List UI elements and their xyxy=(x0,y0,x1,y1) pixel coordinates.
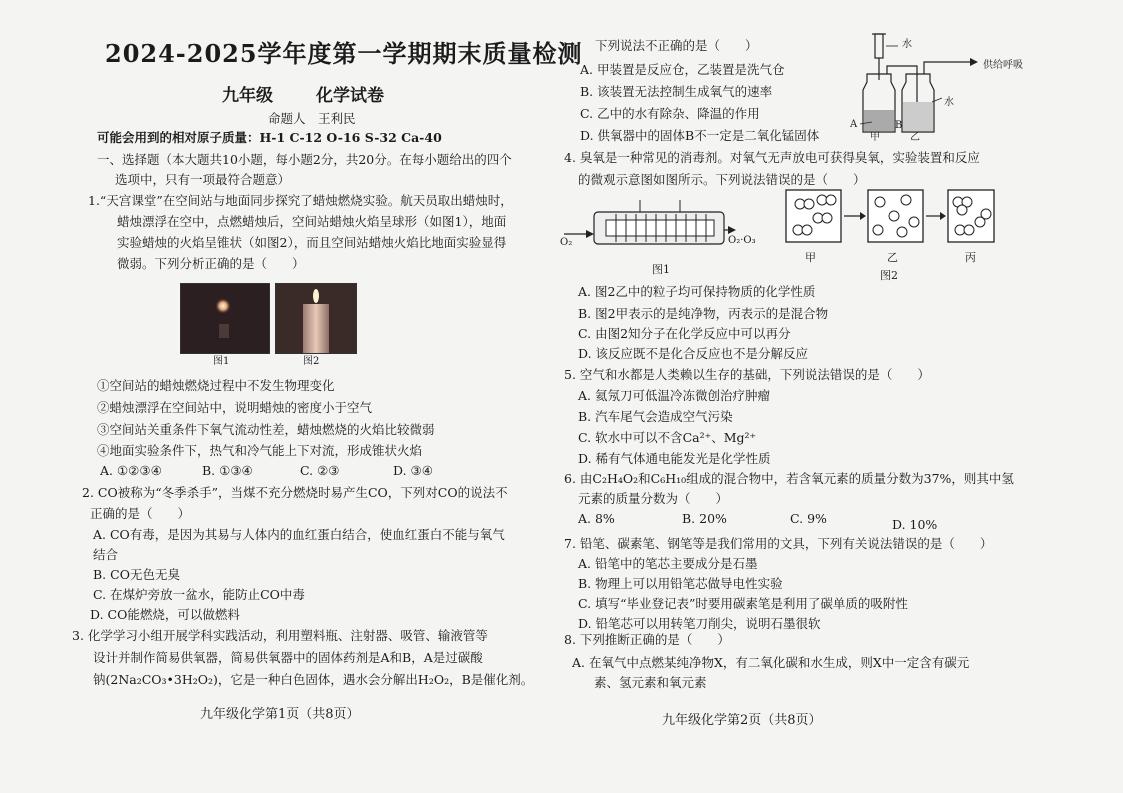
q7-option-b: B. 物理上可以用铅笔芯做导电性实验 xyxy=(578,576,783,591)
q1-line-2: 蜡烛漂浮在空中，点燃蜡烛后，空间站蜡烛火焰呈球形（如图1），地面 xyxy=(117,214,507,229)
ozone-output-label: O₂·O₃ xyxy=(728,235,756,246)
q1-figure-2-photo xyxy=(275,283,357,354)
q3-stem: 下列说法不正确的是（ ） xyxy=(595,38,758,53)
q6-option-b: B. 20% xyxy=(682,511,727,526)
q3-option-c: C. 乙中的水有除杂、降温的作用 xyxy=(580,106,760,121)
q8-option-a-2: 素、氢元素和氧元素 xyxy=(594,675,707,690)
apparatus-label-jia: 甲 xyxy=(870,132,880,143)
q7-stem: 7. 铅笔、碳素笔、钢笔等是我们常用的文具，下列有关说法错误的是（ ） xyxy=(564,536,993,551)
q5-stem: 5. 空气和水都是人类赖以生存的基础，下列说法错误的是（ ） xyxy=(564,367,930,382)
q1-line-3: 实验蜡烛的火焰呈锥状（如图2），而且空间站蜡烛火焰比地面实验显得 xyxy=(117,235,507,250)
apparatus-label-b: B xyxy=(895,120,903,131)
subject-label: 化学试卷 xyxy=(316,86,384,106)
q7-option-c: C. 填写“毕业登记表”时要用碳素笔是利用了碳单质的吸附性 xyxy=(578,596,908,611)
q1-statement-1: ①空间站的蜡烛燃烧过程中不发生物理变化 xyxy=(97,378,335,393)
exam-title: 2024-2025学年度第一学期期末质量检测 xyxy=(105,39,583,68)
q2-option-c: C. 在煤炉旁放一盆水，能防止CO中毒 xyxy=(93,587,305,602)
q1-option-c: C. ②③ xyxy=(300,463,340,478)
q6-option-d: D. 10% xyxy=(892,517,938,532)
q4-figure-1-caption: 图1 xyxy=(652,263,670,276)
right-footer: 九年级化学第2页（共8页） xyxy=(662,713,822,728)
left-footer: 九年级化学第1页（共8页） xyxy=(200,707,360,722)
q7-option-d: D. 铅笔芯可以用转笔刀削尖，说明石墨很软 xyxy=(578,616,821,631)
apparatus-label-water-2: 水 xyxy=(944,97,954,108)
q4-option-a: A. 图2乙中的粒子均可保持物质的化学性质 xyxy=(578,284,816,299)
q1-statement-2: ②蜡烛漂浮在空间站中，说明蜡烛的密度小于空气 xyxy=(97,400,373,415)
q2-option-d: D. CO能燃烧，可以做燃料 xyxy=(90,607,240,622)
q3-line-2: 设计并制作简易供氧器，简易供氧器中的固体药剂是A和B，A是过碳酸 xyxy=(93,650,483,665)
figure-1-caption: 图1 xyxy=(213,356,230,367)
section-heading-2: 选项中，只有一项最符合题意） xyxy=(115,172,291,187)
q4-line-1: 4. 臭氧是一种常见的消毒剂。对氧气无声放电可获得臭氧，实验装置和反应 xyxy=(564,150,980,165)
q2-option-a-2: 结合 xyxy=(93,547,119,562)
apparatus-label-a: A xyxy=(850,119,858,130)
q8-stem: 8. 下列推断正确的是（ ） xyxy=(564,632,730,647)
q6-line-1: 6. 由C₂H₄O₂和C₆H₁₀组成的混合物中，若含氧元素的质量分数为37%，则其中氢 xyxy=(564,471,1014,486)
q6-line-2: 元素的质量分数为（ ） xyxy=(578,491,729,506)
q4-option-d: D. 该反应既不是化合反应也不是分解反应 xyxy=(578,346,809,361)
q6-option-a: A. 8% xyxy=(578,511,615,526)
q4-option-b: B. 图2甲表示的是纯净物，丙表示的是混合物 xyxy=(578,306,829,321)
q2-line-1: 2. CO被称为“冬季杀手”，当煤不充分燃烧时易产生CO，下列对CO的说法不 xyxy=(82,485,508,500)
q1-line-1: 1.“天宫课堂”在空间站与地面同步探究了蜡烛燃烧实验。航天员取出蜡烛时， xyxy=(88,193,513,208)
q3-line-1: 3. 化学学习小组开展学科实践活动，利用塑料瓶、注射器、吸管、输液管等 xyxy=(72,628,488,643)
q1-option-a: A. ①②③④ xyxy=(100,463,162,478)
micro-label-yi: 乙 xyxy=(887,251,898,264)
atomic-masses: 可能会用到的相对原子质量：H-1 C-12 O-16 S-32 Ca-40 xyxy=(97,130,442,145)
author-line: 命题人 王利民 xyxy=(268,111,356,126)
ozone-micro-diagram xyxy=(782,186,997,248)
q5-option-c: C. 软水中可以不含Ca²⁺、Mg²⁺ xyxy=(578,430,757,445)
grade-label: 九年级 xyxy=(222,86,273,106)
apparatus-label-water-1: 水 xyxy=(902,39,912,50)
q2-line-2: 正确的是（ ） xyxy=(90,506,191,521)
q5-option-a: A. 氦氖刀可低温冷冻微创治疗肿瘤 xyxy=(578,388,770,403)
q3-line-3: 钠(2Na₂CO₃•3H₂O₂)，它是一种白色固体，遇水会分解出H₂O₂，B是催化剂。 xyxy=(93,672,534,687)
section-heading-1: 一、选择题（本大题共10小题，每小题2分，共20分。在每小题给出的四个 xyxy=(97,152,512,167)
q3-option-a: A. 甲装置是反应仓，乙装置是洗气仓 xyxy=(580,62,785,77)
q1-statement-3: ③空间站关重条件下氧气流动性差，蜡烛燃烧的火焰比较微弱 xyxy=(97,422,435,437)
apparatus-label-yi: 乙 xyxy=(910,132,920,143)
q2-option-a-1: A. CO有毒，是因为其易与人体内的血红蛋白结合，使血红蛋白不能与氧气 xyxy=(93,527,505,542)
micro-label-bing: 丙 xyxy=(965,251,976,264)
q5-option-b: B. 汽车尾气会造成空气污染 xyxy=(578,409,733,424)
right-page xyxy=(560,0,1123,793)
q2-option-b: B. CO无色无臭 xyxy=(93,567,180,582)
q1-figure-1-photo xyxy=(180,283,270,354)
q1-line-4: 微弱。下列分析正确的是（ ） xyxy=(117,256,305,271)
q4-option-c: C. 由图2知分子在化学反应中可以再分 xyxy=(578,326,791,341)
q1-option-d: D. ③④ xyxy=(393,463,433,478)
q4-figure-2-caption: 图2 xyxy=(880,269,898,282)
figure-2-caption: 图2 xyxy=(303,356,320,367)
ozone-input-label: O₂ xyxy=(560,237,573,248)
micro-label-jia: 甲 xyxy=(805,251,816,264)
q4-line-2: 的微观示意图如图所示。下列说法错误的是（ ） xyxy=(578,172,866,187)
q3-option-d: D. 供氧器中的固体B不一定是二氧化锰固体 xyxy=(580,128,820,143)
oxygen-supply-apparatus xyxy=(842,32,1022,147)
q7-option-a: A. 铅笔中的笔芯主要成分是石墨 xyxy=(578,556,758,571)
q3-option-b: B. 该装置无法控制生成氧气的速率 xyxy=(580,84,773,99)
q1-statement-4: ④地面实验条件下，热气和冷气能上下对流，形成锥状火焰 xyxy=(97,443,423,458)
q8-option-a-1: A. 在氧气中点燃某纯净物X，有二氧化碳和水生成，则X中一定含有碳元 xyxy=(572,655,970,670)
q5-option-d: D. 稀有气体通电能发光是化学性质 xyxy=(578,451,771,466)
q6-option-c: C. 9% xyxy=(790,511,827,526)
q1-option-b: B. ①③④ xyxy=(202,463,253,478)
apparatus-label-supply: 供给呼吸 xyxy=(983,60,1023,71)
